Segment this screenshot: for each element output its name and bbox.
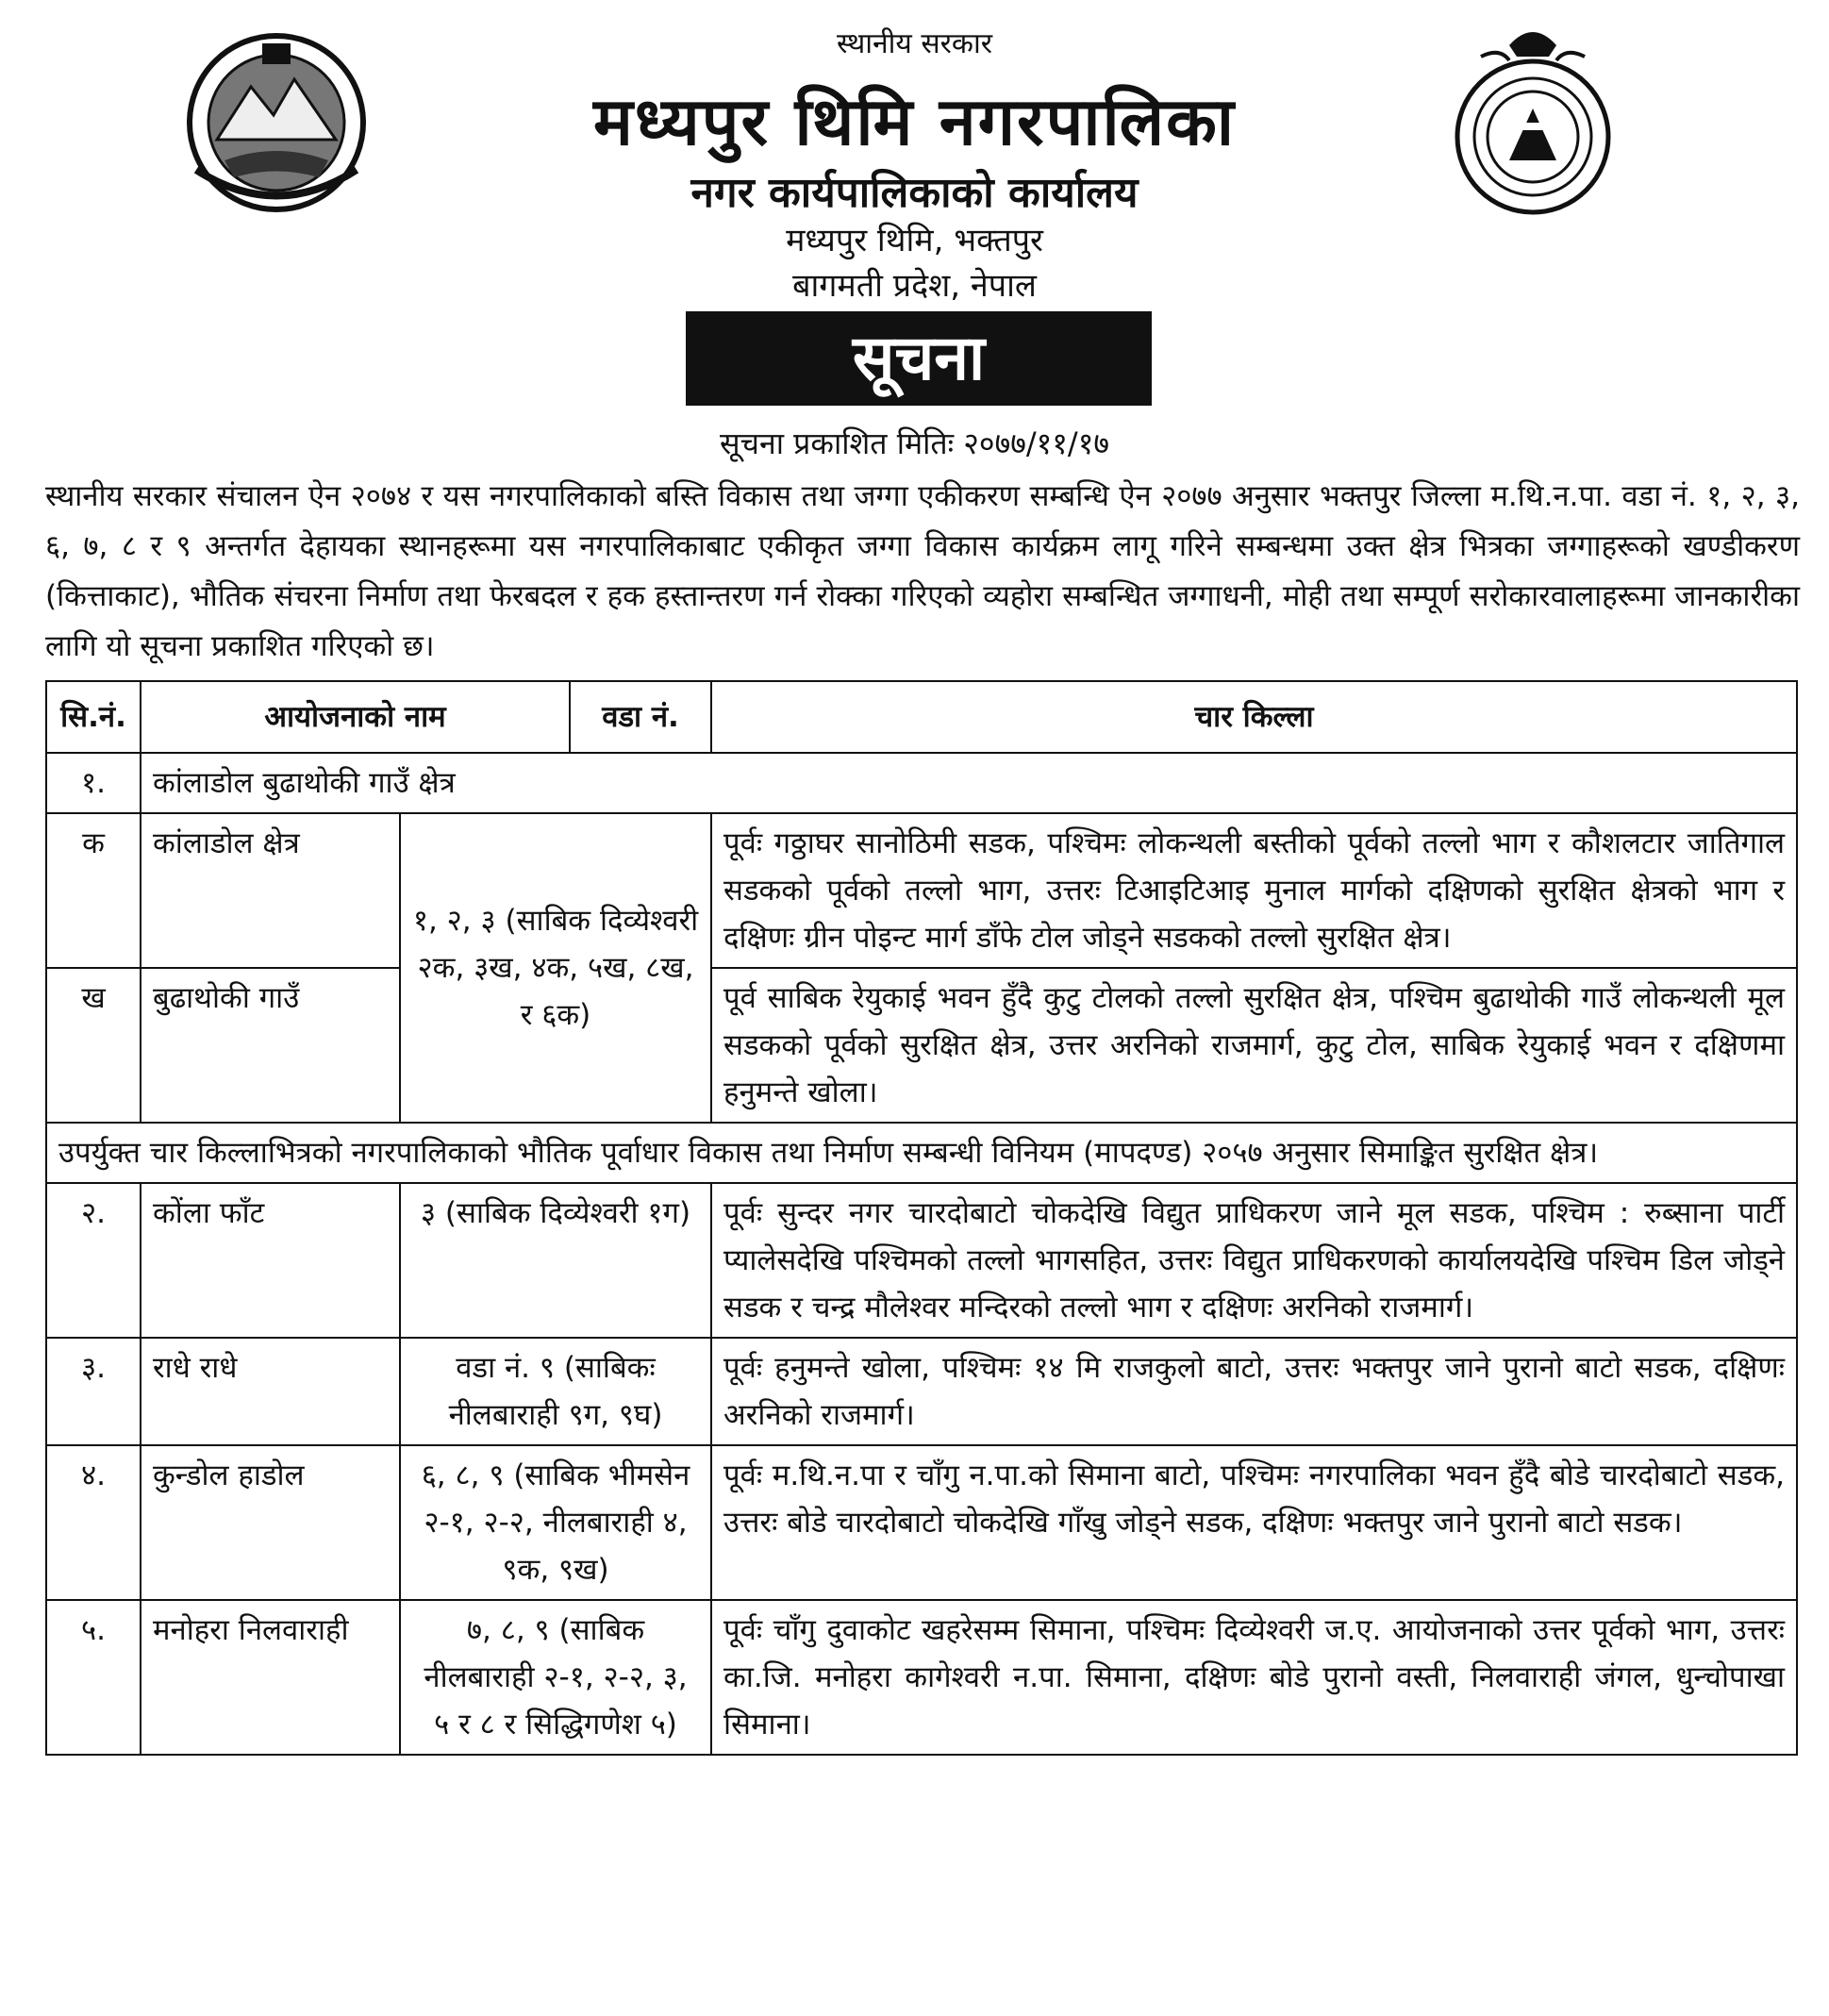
table-row <box>46 1600 1797 1755</box>
project-table <box>45 680 1798 1756</box>
row-project-name: मनोहरा निलवाराही <box>141 1600 400 1755</box>
table-row <box>46 968 1797 1123</box>
row-project-name: कुन्डोल हाडोल <box>141 1445 400 1600</box>
table-row <box>46 813 1797 968</box>
notice-title: सूचना <box>686 311 1152 406</box>
row-boundary: पूर्वः म.थि.न.पा र चाँगु न.पा.को सिमाना बाटो, पश्चिमः नगरपालिका भवन हुँदै बोडे चारदोबाटो सडक, उत्तरः बोडे चारदोबाटो चोकदेखि गाँखु जोड्ने सडक, दक्षिणः भक्तपुर जाने पुरानो बाटो सडक। <box>711 1445 1797 1600</box>
header-ward: वडा नं. <box>570 681 711 753</box>
header-boundary: चार किल्ला <box>711 681 1797 753</box>
row-ward: १, २, ३ (साबिक दिव्येश्वरी २क, ३ख, ४क, ५ख, ८ख, र ६क) <box>400 813 711 1123</box>
protected-area-note: उपर्युक्त चार किल्लाभित्रको नगरपालिकाको भौतिक पूर्वाधार विकास तथा निर्माण सम्बन्धी विनियम (मापदण्ड) २०५७ अनुसार सिमाङ्कित सुरक्षित क्षेत्र। <box>46 1123 1797 1183</box>
row-sn: १. <box>46 753 141 813</box>
row-ward: वडा नं. ९ (साबिकः नीलबाराही ९ग, ९घ) <box>400 1338 711 1445</box>
row-project-name: कोंला फाँट <box>141 1183 400 1338</box>
table-row <box>46 1338 1797 1445</box>
published-date: सूचना प्रकाशित मितिः २०७७/११/१७ <box>720 425 1109 461</box>
row-project-name: कांलाडोल बुढाथोकी गाउँ क्षेत्र <box>141 753 1797 813</box>
row-project-name: कांलाडोल क्षेत्र <box>141 813 400 968</box>
row-boundary: पूर्वः चाँगु दुवाकोट खहरेसम्म सिमाना, पश्चिमः दिव्येश्वरी ज.ए. आयोजनाको उत्तर पूर्वको भाग, उत्तरः का.जि. मनोहरा कागेश्वरी न.पा. सिमाना, दक्षिणः बोडे पुरानो वस्ती, निलवाराही जंगल, धुन्चोपाखा सिमाना। <box>711 1600 1797 1755</box>
address-line-2: बागमती प्रदेश, नेपाल <box>792 267 1037 305</box>
intro-paragraph: स्थानीय सरकार संचालन ऐन २०७४ र यस नगरपालिकाको बस्ति विकास तथा जग्गा एकीकरण सम्बन्धि ऐन २०७७ अनुसार भक्तपुर जिल्ला म.थि.न.पा. वडा नं. १, २, ३, ६, ७, ८ र ९ अन्तर्गत देहायका स्थानहरूमा यस नगरपालिकाबाट एकीकृत जग्गा विकास कार्यक्रम लागू गरिने सम्बन्धमा उक्त क्षेत्र भित्रका जग्गाहरूको खण्डीकरण (कित्ताकाट), भौतिक संचरना निर्माण तथा फेरबदल र हक हस्तान्तरण गर्न रोक्का गरिएको व्यहोरा सम्बन्धित जग्गाधनी, मोही तथा सम्पूर्ण सरोकारवालाहरूमा जानकारीका लागि यो सूचना प्रकाशित गरिएको छ। <box>45 479 1800 663</box>
municipality-name: मध्यपुर थिमि नगरपालिका <box>592 83 1237 160</box>
row-sn: क <box>46 813 141 968</box>
header-sn: सि.नं. <box>46 681 141 753</box>
row-ward: ७, ८, ९ (साबिक नीलबाराही २-१, २-२, ३, ५ र ८ र सिद्धिगणेश ५) <box>400 1600 711 1755</box>
row-sn: ४. <box>46 1445 141 1600</box>
table-row <box>46 753 1797 813</box>
row-boundary: पूर्वः हनुमन्ते खोला, पश्चिमः १४ मि राजकुलो बाटो, उत्तरः भक्तपुर जाने पुरानो बाटो सडक, दक्षिणः अरनिको राजमार्ग। <box>711 1338 1797 1445</box>
office-name: नगर कार्यपालिकाको कार्यालय <box>690 169 1139 217</box>
row-sn: ख <box>46 968 141 1123</box>
row-project-name: बुढाथोकी गाउँ <box>141 968 400 1123</box>
row-sn: २. <box>46 1183 141 1338</box>
row-sn: ३. <box>46 1338 141 1445</box>
header-project-name: आयोजनाको नाम <box>141 681 570 753</box>
row-ward: ६, ८, ९ (साबिक भीमसेन २-१, २-२, नीलबाराही ४, ९क, ९ख) <box>400 1445 711 1600</box>
table-row <box>46 1445 1797 1600</box>
table-header-row <box>46 681 1797 753</box>
row-sn: ५. <box>46 1600 141 1755</box>
table-row <box>46 1183 1797 1338</box>
government-level: स्थानीय सरकार <box>837 27 992 60</box>
row-boundary: पूर्वः गठ्ठाघर सानोठिमी सडक, पश्चिमः लोकन्थली बस्तीको पूर्वको तल्लो भाग र कौशलटार जातिगाल सडकको पूर्वको तल्लो भाग, उत्तरः टिआइटिआइ मुनाल मार्गको दक्षिणको सुरक्षित क्षेत्रको भाग र दक्षिणः ग्रीन पोइन्ट मार्ग डाँफे टोल जोड्ने सडकको तल्लो सुरक्षित क्षेत्र। <box>711 813 1797 968</box>
row-boundary: पूर्व साबिक रेयुकाई भवन हुँदै कुटु टोलको तल्लो सुरक्षित क्षेत्र, पश्चिम बुढाथोकी गाउँ लोकन्थली मूल सडकको पूर्वको सुरक्षित क्षेत्र, उत्तर अरनिको राजमार्ग, कुटु टोल, साबिक रेयुकाई भवन र दक्षिणमा हनुमन्ते खोला। <box>711 968 1797 1123</box>
address-line-1: मध्यपुर थिमि, भक्तपुर <box>786 222 1043 259</box>
row-boundary: पूर्वः सुन्दर नगर चारदोबाटो चोकदेखि विद्युत प्राधिकरण जाने मूल सडक, पश्चिम : रुब्साना पार्टी प्यालेसदेखि पश्चिमको तल्लो भागसहित, उत्तरः विद्युत प्राधिकरणको कार्यालयदेखि पश्चिम डिल जोड्ने सडक र चन्द्र मौलेश्वर मन्दिरको तल्लो भाग र दक्षिणः अरनिको राजमार्ग। <box>711 1183 1797 1338</box>
row-ward: ३ (साबिक दिव्येश्वरी १ग) <box>400 1183 711 1338</box>
table-note-row <box>46 1123 1797 1183</box>
row-project-name: राधे राधे <box>141 1338 400 1445</box>
